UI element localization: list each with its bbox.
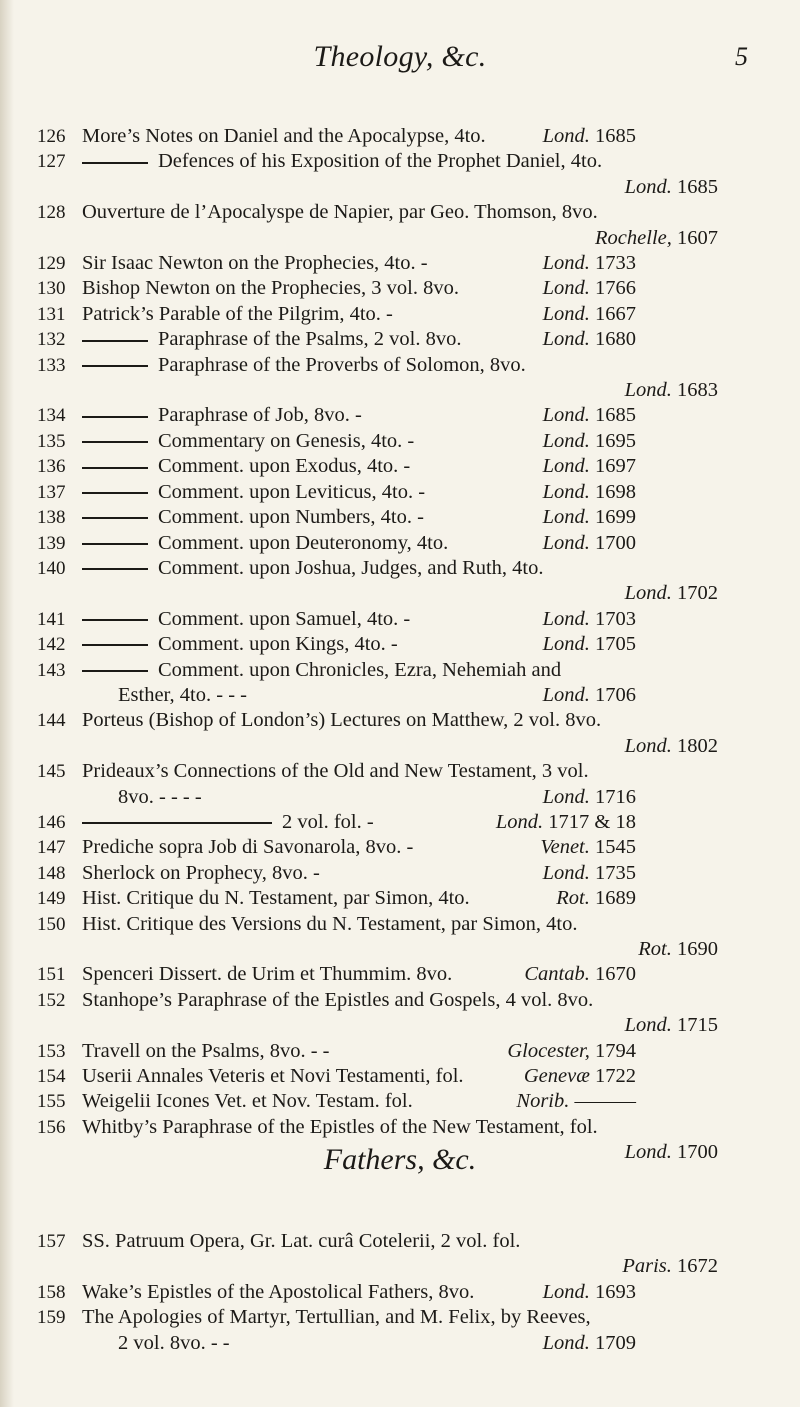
imprint	[543, 480, 636, 505]
ditto-rule	[82, 162, 148, 164]
entry-number: 151	[37, 964, 66, 986]
catalogue-entry	[0, 480, 800, 505]
entry-line	[118, 683, 718, 708]
imprint-place: Genevæ	[523, 1065, 590, 1088]
entry-number: 152	[37, 989, 66, 1011]
entry-number: 127	[37, 151, 66, 173]
imprint-year: 1794	[589, 1039, 636, 1062]
imprint-place: Lond.	[542, 429, 590, 452]
imprint-year: 1700	[589, 531, 636, 554]
imprint	[543, 302, 636, 327]
entry-number: 128	[37, 202, 66, 224]
catalogue-entry	[0, 1064, 800, 1089]
entry-number: 146	[37, 811, 66, 833]
imprint-year: 1698	[589, 480, 636, 503]
entry-text: Paraphrase of Job, 8vo. -	[158, 404, 362, 427]
catalogue-entry	[0, 835, 800, 860]
entry-number: 147	[37, 837, 66, 859]
running-head-title: Theology, &c.	[313, 40, 487, 73]
imprint-year: 1607	[671, 226, 718, 249]
ditto-rule	[82, 822, 272, 824]
entry-number: 159	[37, 1307, 66, 1329]
imprint	[543, 251, 636, 276]
imprint-place: Lond.	[495, 810, 544, 833]
imprint-year: 1700	[671, 1141, 718, 1164]
entry-text: The Apologies of Martyr, Tertullian, and M. Felix, by Reeves,	[82, 1306, 591, 1329]
imprint-place: Lond.	[624, 734, 672, 757]
imprint-place: Lond.	[542, 1280, 590, 1303]
imprint	[543, 454, 636, 479]
imprint	[543, 861, 636, 886]
entry-text: Comment. upon Leviticus, 4to. -	[158, 480, 426, 503]
entry-text: Comment. upon Exodus, 4to. -	[158, 455, 411, 478]
ditto-rule	[82, 517, 148, 519]
imprint-place: Lond.	[542, 607, 590, 630]
imprint-year: 1667	[589, 302, 636, 325]
entry-line	[82, 632, 718, 657]
entry-line	[82, 810, 718, 835]
catalogue-entry	[0, 556, 800, 607]
entry-text: Ouverture de l’Apocalyspe de Napier, par Geo. Thomson, 8vo.	[82, 201, 598, 224]
ditto-rule	[82, 365, 148, 367]
imprint-year: 1697	[589, 455, 636, 478]
entry-number: 143	[37, 659, 66, 681]
imprint-place: Lond.	[542, 861, 590, 884]
imprint-place: Paris.	[622, 1255, 672, 1278]
catalogue-entry	[0, 327, 800, 352]
imprint-year: 1699	[589, 506, 636, 529]
catalogue-entry	[0, 454, 800, 479]
entry-text: Sir Isaac Newton on the Prophecies, 4to. -	[82, 252, 428, 275]
entry-text: Comment. upon Joshua, Judges, and Ruth, 4to.	[158, 556, 544, 579]
entry-number: 150	[37, 913, 66, 935]
entry-number: 136	[37, 456, 66, 478]
catalogue-entry	[0, 632, 800, 657]
imprint	[543, 505, 636, 530]
entry-text: Porteus (Bishop of London’s) Lectures on Matthew, 2 vol. 8vo.	[82, 709, 602, 732]
entry-text: 2 vol. 8vo. - -	[118, 1331, 230, 1354]
imprint-place: Lond.	[624, 379, 672, 402]
imprint-year: 1685	[589, 404, 636, 427]
entry-number: 139	[37, 532, 66, 554]
entry-text: 2 vol. fol. -	[282, 810, 374, 833]
imprint	[543, 124, 636, 149]
entry-line	[82, 353, 718, 378]
catalogue-entry	[0, 1089, 800, 1114]
imprint-place: Lond.	[542, 302, 590, 325]
entry-text: Spenceri Dissert. de Urim et Thummim. 8vo.	[82, 963, 453, 986]
imprint-place: Lond.	[542, 683, 590, 706]
entry-text: Hist. Critique des Versions du N. Testament, par Simon, 4to.	[82, 912, 578, 935]
ditto-rule	[82, 543, 148, 545]
imprint-year: 1690	[671, 938, 718, 960]
ditto-rule	[82, 568, 148, 570]
imprint-year: 1722	[589, 1065, 636, 1088]
entry-number: 137	[37, 481, 66, 503]
entry-text: Paraphrase of the Psalms, 2 vol. 8vo.	[158, 328, 462, 351]
entry-text: Prediche sopra Job di Savonarola, 8vo. -	[82, 836, 414, 859]
imprint	[0, 734, 718, 759]
imprint	[0, 581, 718, 606]
entry-text: SS. Patruum Opera, Gr. Lat. curâ Cotelerii, 2 vol. fol.	[82, 1230, 521, 1252]
entry-line	[82, 861, 718, 886]
entry-number: 132	[37, 329, 66, 351]
entry-text: Patrick’s Parable of the Pilgrim, 4to. -	[82, 302, 393, 325]
catalogue-entry	[0, 658, 800, 709]
entry-number: 135	[37, 430, 66, 452]
entry-number: 140	[37, 557, 66, 579]
imprint-place: Lond.	[624, 175, 672, 198]
imprint-year: 1685	[589, 125, 636, 147]
entry-number: 131	[37, 303, 66, 325]
entry-line	[82, 429, 718, 454]
catalogue-entry	[0, 353, 800, 404]
imprint-year: 1545	[589, 836, 636, 859]
ditto-rule	[82, 619, 148, 621]
catalogue-entry	[0, 962, 800, 987]
imprint-place: Venet.	[540, 836, 590, 859]
imprint-year: 1702	[671, 582, 718, 605]
imprint-place: Lond.	[624, 1141, 672, 1164]
imprint-year: 1695	[589, 429, 636, 452]
entry-number: 155	[37, 1091, 66, 1113]
entry-line	[82, 531, 718, 556]
catalogue-entry	[0, 429, 800, 454]
entry-number: 144	[37, 710, 66, 732]
ditto-rule	[82, 492, 148, 494]
entry-number: 157	[37, 1231, 66, 1252]
imprint	[543, 327, 636, 352]
entry-number: 129	[37, 253, 66, 275]
catalogue-entry	[0, 810, 800, 835]
imprint	[543, 1331, 636, 1356]
catalogue-entry	[0, 531, 800, 556]
imprint-year: 1703	[589, 607, 636, 630]
entry-number: 154	[37, 1066, 66, 1088]
imprint-place: Glocester,	[507, 1039, 590, 1062]
entry-text: Prideaux’s Connections of the Old and New Testament, 3 vol.	[82, 760, 589, 783]
page-number: 5	[735, 42, 748, 71]
entry-number: 141	[37, 608, 66, 630]
entry-line	[82, 480, 718, 505]
entry-line	[82, 759, 718, 784]
entry-line	[82, 1064, 718, 1089]
entry-number: 156	[37, 1116, 66, 1138]
running-head	[0, 40, 800, 80]
entry-number: 133	[37, 354, 66, 376]
imprint	[0, 937, 718, 962]
entry-line	[82, 505, 718, 530]
imprint	[543, 1280, 636, 1305]
entry-number: 148	[37, 862, 66, 884]
entry-text: Stanhope’s Paraphrase of the Epistles and Gospels, 4 vol. 8vo.	[82, 988, 594, 1011]
catalogue-entry	[0, 1305, 800, 1356]
imprint-year: 1706	[589, 683, 636, 706]
entry-text: Comment. upon Numbers, 4to. -	[158, 506, 424, 529]
imprint-place: Cantab.	[524, 963, 590, 986]
imprint-year: 1766	[589, 277, 636, 300]
imprint	[496, 810, 636, 835]
entry-line	[82, 962, 718, 987]
entry-text: Comment. upon Chronicles, Ezra, Nehemiah and	[158, 658, 562, 681]
imprint-place: Lond.	[542, 633, 590, 656]
entry-number: 153	[37, 1040, 66, 1062]
imprint-year: 1670	[589, 963, 636, 986]
catalogue-entries	[0, 124, 800, 1166]
entry-text: Weigelii Icones Vet. et Nov. Testam. fol.	[82, 1090, 413, 1113]
catalogue-entry	[0, 276, 800, 301]
entry-text: Travell on the Psalms, 8vo. - -	[82, 1039, 330, 1062]
entry-line	[82, 327, 718, 352]
catalogue-entry	[0, 708, 800, 759]
entry-text: Comment. upon Kings, 4to. -	[158, 633, 398, 656]
entry-line	[82, 708, 718, 733]
imprint-place: Lond.	[542, 328, 590, 351]
entry-text: Bishop Newton on the Prophecies, 3 vol. 8vo.	[82, 277, 459, 300]
entry-text: Wake’s Epistles of the Apostolical Fathers, 8vo.	[82, 1280, 475, 1303]
entry-text: 8vo. - - - -	[118, 785, 202, 808]
imprint	[543, 683, 636, 708]
entry-line	[82, 403, 718, 428]
catalogue-entry	[0, 149, 800, 200]
ditto-rule	[82, 467, 148, 469]
imprint-place: Lond.	[542, 531, 590, 554]
entry-line	[82, 607, 718, 632]
entry-line	[82, 302, 718, 327]
imprint	[516, 1089, 636, 1114]
imprint	[543, 785, 636, 810]
imprint-year: 1802	[671, 734, 718, 757]
entry-line	[82, 1305, 718, 1330]
entry-line	[82, 1115, 718, 1140]
imprint	[543, 403, 636, 428]
ditto-rule	[82, 441, 148, 443]
entry-line	[82, 886, 718, 911]
entry-text: Commentary on Genesis, 4to. -	[158, 429, 415, 452]
ditto-rule	[82, 416, 148, 418]
imprint	[543, 531, 636, 556]
imprint-year: 1672	[671, 1255, 718, 1278]
entry-text: Comment. upon Deuteronomy, 4to.	[158, 531, 449, 554]
imprint	[524, 1064, 636, 1089]
section-heading: Fathers, &c.	[323, 1143, 477, 1176]
entry-line	[82, 124, 718, 149]
entry-text: Esther, 4to. - - -	[118, 683, 247, 706]
imprint-place: Lond.	[542, 480, 590, 503]
entry-line	[82, 658, 718, 683]
imprint-year: ———	[569, 1090, 636, 1113]
imprint	[0, 226, 718, 251]
imprint	[0, 175, 718, 200]
entry-line	[82, 1229, 718, 1254]
imprint-place: Norib.	[516, 1090, 570, 1113]
imprint-place: Lond.	[542, 252, 590, 275]
entry-line	[82, 835, 718, 860]
imprint-year: 1689	[589, 887, 636, 910]
entry-text: Defences of his Exposition of the Prophet Daniel, 4to.	[158, 150, 603, 173]
imprint-place: Lond.	[542, 404, 590, 427]
imprint	[0, 378, 718, 403]
imprint	[540, 835, 636, 860]
entry-line	[82, 1280, 718, 1305]
imprint-place: Lond.	[542, 125, 590, 147]
catalogue-entry	[0, 988, 800, 1039]
imprint	[543, 276, 636, 301]
imprint-year: 1716	[589, 785, 636, 808]
entry-line	[82, 276, 718, 301]
entry-number: 158	[37, 1281, 66, 1303]
catalogue-entries-fathers	[0, 1229, 800, 1356]
entry-line	[82, 912, 718, 937]
imprint	[556, 886, 636, 911]
imprint	[543, 632, 636, 657]
imprint-place: Lond.	[542, 1331, 590, 1354]
catalogue-entry	[0, 1229, 800, 1280]
ditto-rule	[82, 644, 148, 646]
entry-text: Comment. upon Samuel, 4to. -	[158, 607, 411, 630]
entry-number: 126	[37, 126, 66, 147]
catalogue-entry	[0, 912, 800, 963]
imprint-year: 1705	[589, 633, 636, 656]
imprint-place: Rochelle,	[595, 226, 672, 249]
entry-text: More’s Notes on Daniel and the Apocalypse, 4to.	[82, 125, 486, 147]
catalogue-entry	[0, 1039, 800, 1064]
entry-text: Sherlock on Prophecy, 8vo. -	[82, 861, 320, 884]
imprint-year: 1733	[589, 252, 636, 275]
imprint	[0, 1013, 718, 1038]
entry-line	[118, 1331, 718, 1356]
catalogue-entry	[0, 124, 800, 149]
catalogue-entry	[0, 200, 800, 251]
entry-number: 138	[37, 507, 66, 529]
catalogue-entry	[0, 403, 800, 428]
entry-text: Whitby’s Paraphrase of the Epistles of the New Testament, fol.	[82, 1115, 598, 1138]
imprint-year: 1717 & 18	[543, 810, 636, 833]
imprint-place: Lond.	[542, 277, 590, 300]
entry-line	[82, 149, 718, 174]
imprint	[543, 607, 636, 632]
entry-line	[82, 556, 718, 581]
catalogue-entry	[0, 251, 800, 276]
imprint-year: 1685	[671, 175, 718, 198]
imprint-place: Lond.	[542, 785, 590, 808]
catalogue-entry	[0, 607, 800, 632]
entry-line	[82, 251, 718, 276]
imprint-year: 1680	[589, 328, 636, 351]
entry-line	[82, 988, 718, 1013]
catalogue-entry	[0, 759, 800, 810]
entry-line	[82, 1089, 718, 1114]
ditto-rule	[82, 670, 148, 672]
imprint	[543, 429, 636, 454]
imprint-place: Lond.	[624, 582, 672, 605]
entry-number: 142	[37, 634, 66, 656]
imprint-year: 1709	[589, 1331, 636, 1354]
entry-line	[82, 454, 718, 479]
entry-number: 134	[37, 405, 66, 427]
entry-text: Hist. Critique du N. Testament, par Simon, 4to.	[82, 887, 470, 910]
imprint	[524, 962, 636, 987]
catalogue-entry	[0, 1280, 800, 1305]
catalogue-entry	[0, 302, 800, 327]
entry-number: 149	[37, 888, 66, 910]
entry-line	[118, 785, 718, 810]
ditto-rule	[82, 340, 148, 342]
catalogue-entry	[0, 505, 800, 530]
imprint-year: 1735	[589, 861, 636, 884]
imprint-place: Lond.	[542, 455, 590, 478]
entry-text: Paraphrase of the Proverbs of Solomon, 8vo.	[158, 353, 526, 376]
imprint-place: Lond.	[542, 506, 590, 529]
imprint	[0, 1254, 718, 1279]
entry-line	[82, 1039, 718, 1064]
entry-text: Userii Annales Veteris et Novi Testamenti, fol.	[82, 1065, 464, 1088]
imprint-year: 1715	[671, 1014, 718, 1037]
catalogue-entry	[0, 861, 800, 886]
entry-number: 130	[37, 278, 66, 300]
imprint-year: 1683	[671, 379, 718, 402]
entry-line	[82, 200, 718, 225]
imprint-place: Lond.	[624, 1014, 672, 1037]
imprint-year: 1693	[589, 1280, 636, 1303]
imprint	[507, 1039, 636, 1064]
imprint-place: Rot.	[638, 938, 672, 960]
entry-number: 145	[37, 761, 66, 783]
catalogue-entry	[0, 886, 800, 911]
imprint-place: Rot.	[556, 887, 590, 910]
